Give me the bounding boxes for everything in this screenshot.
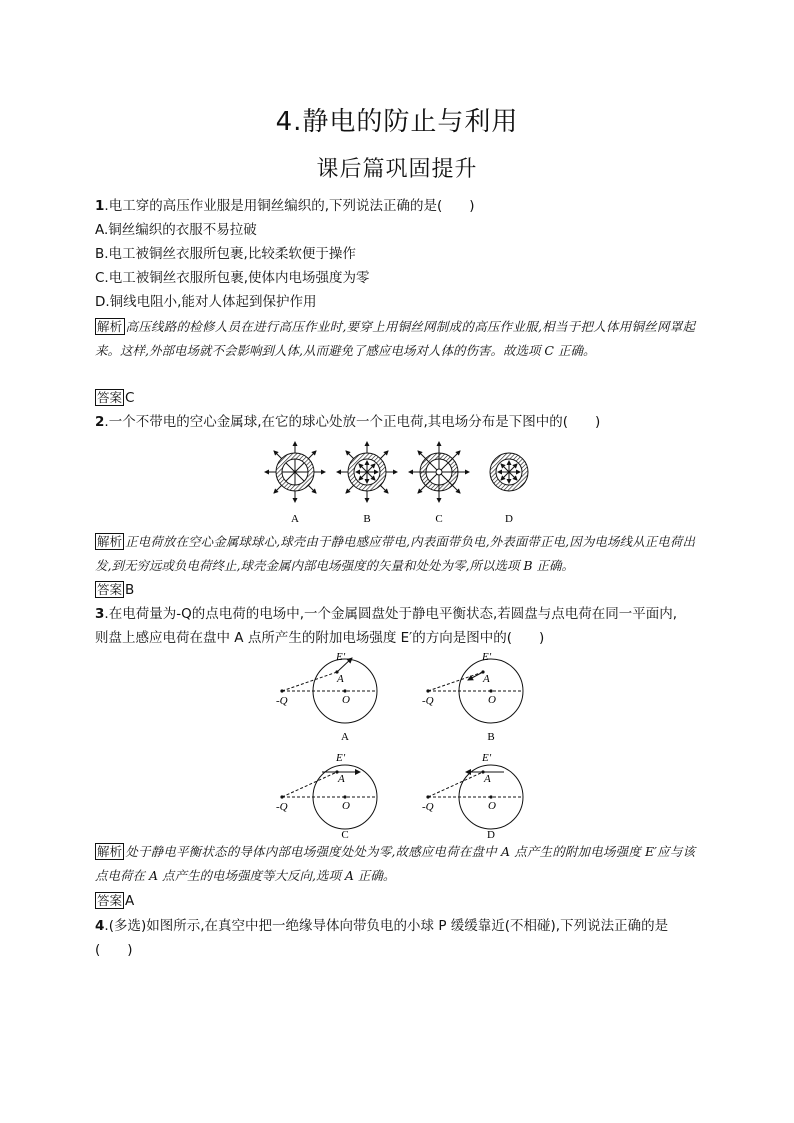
q1-option-a: A.铜丝编织的衣服不易拉破 [95,222,257,238]
q3-d-field: E′ [482,752,492,764]
q2-answer-value: B [125,582,135,598]
q1-option-b: B.电工被铜丝衣服所包裹,比较柔软便于操作 [95,246,356,262]
q3-c-point: A [338,773,345,785]
answer-tag: 答案 [97,893,123,908]
q3-d-charge: -Q [422,801,434,813]
q4-stem-line1 [95,917,668,935]
q3-b-point: A [483,673,490,685]
q3-stem-text: .在电荷量为-Q的点电荷的电场中,一个金属圆盘处于静电平衡状态,若圆盘与点电荷在同一平面内, [104,606,678,622]
q3-b-charge: -Q [422,695,434,707]
q2-option-a-diagram [265,442,325,502]
q3-b-center: O [488,694,496,706]
q2-stem-text: .一个不带电的空心金属球,在它的球心处放一个正电荷,其电场分布是下图中的( ) [104,414,601,430]
q2-label-a: A [291,513,299,525]
q3-option-a-diagram [280,658,377,723]
q2-label-d: D [505,513,513,525]
q3-label-b: B [487,731,495,743]
answer-tag: 答案 [97,582,123,597]
q2-stem [95,413,600,431]
section-subtitle: 课后篇巩固提升 [316,157,478,182]
q4-stem-text: .(多选)如图所示,在真空中把一绝缘导体向带负电的小球 P 缓缓靠近(不相碰),下列说法正确的是 [104,918,669,934]
analysis-tag: 解析 [97,844,123,859]
q2-answer [95,581,134,599]
q3-label-c: C [341,829,349,841]
q3-d-point: A [484,773,491,785]
q2-label-b: B [363,513,371,525]
q1-option-d: D.铜线电阻小,能对人体起到保护作用 [95,294,317,310]
q3-option-b-diagram [426,659,523,723]
q4-stem-line2: ( ) [95,942,133,958]
q3-analysis-text: 处于静电平衡状态的导体内部电场强度处处为零,故感应电荷在盘中 A 点产生的附加电场强度 E′应与该点电荷在 A 点产生的电场强度等大反向,选项 A 正确。 [95,844,695,883]
q3-answer-value: A [125,893,135,909]
q3-c-charge: -Q [276,801,288,813]
q3-a-field: E′ [336,651,346,663]
q2-figure [258,437,548,529]
q3-a-point: A [337,673,344,685]
q1-analysis [95,315,695,363]
q1-answer [95,389,134,407]
q3-stem-line1 [95,605,677,623]
q3-label-a: A [341,731,349,743]
q3-a-charge: -Q [276,695,288,707]
q3-option-c-diagram [280,765,377,829]
q3-d-center: O [488,800,496,812]
q3-answer [95,892,134,910]
q2-label-c: C [435,513,443,525]
q3-label-d: D [487,829,495,841]
analysis-tag: 解析 [97,534,123,549]
q3-figure [268,648,528,842]
q1-answer-value: C [125,390,135,406]
q1-option-c: C.电工被铜丝衣服所包裹,使体内电场强度为零 [95,270,370,286]
q3-option-d-diagram [426,765,523,829]
q3-a-center: O [342,694,350,706]
q1-number: 1 [95,198,105,214]
q2-number: 2 [95,414,105,430]
answer-tag: 答案 [97,390,123,405]
q3-analysis [95,840,695,888]
q3-number: 3 [95,606,105,622]
q1-stem [95,197,475,215]
q2-analysis [95,530,695,578]
q1-stem-text: .电工穿的高压作业服是用铜丝编织的,下列说法正确的是( ) [104,198,475,214]
q2-option-b-diagram [337,442,397,502]
q4-number: 4 [95,918,105,934]
q1-analysis-text: 高压线路的检修人员在进行高压作业时,要穿上用铜丝网制成的高压作业服,相当于把人体用铜丝网罩起来。这样,外部电场就不会影响到人体,从而避免了感应电场对人体的伤害。故选项 C 正确。 [95,319,695,358]
q3-c-center: O [342,800,350,812]
q3-c-field: E′ [336,752,346,764]
q2-option-c-diagram [409,442,469,502]
page-title: 4.静电的防止与利用 [275,107,519,137]
q3-b-field: E′ [482,651,492,663]
q3-stem-line2: 则盘上感应电荷在盘中 A 点所产生的附加电场强度 E′的方向是图中的( ) [95,630,545,646]
analysis-tag: 解析 [97,319,123,334]
q2-analysis-text: 正电荷放在空心金属球球心,球壳由于静电感应带电,内表面带负电,外表面带正电,因为电场线从正电荷出发,到无穷远或负电荷终止,球壳金属内部电场强度的矢量和处处为零,所以选项 B 正确。 [95,534,695,573]
q2-option-d-diagram [490,453,528,491]
